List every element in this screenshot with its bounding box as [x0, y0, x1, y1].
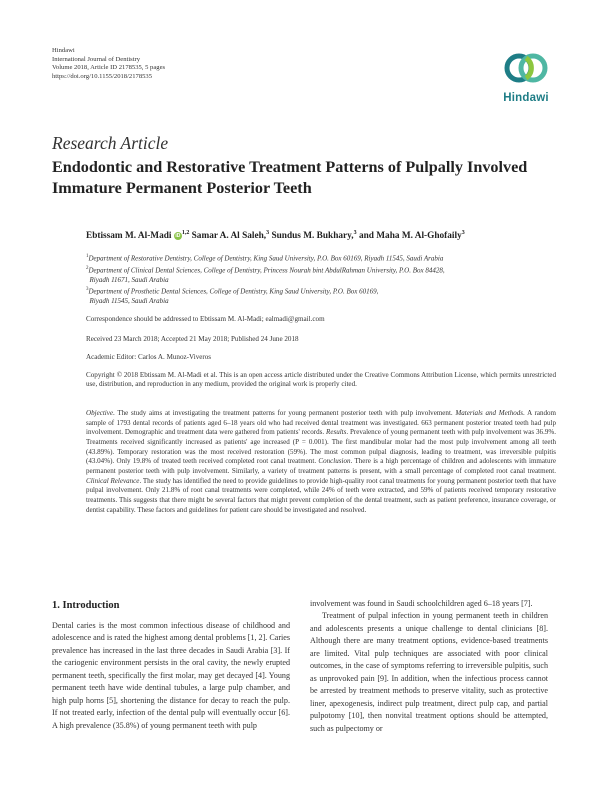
body-column-right: [310, 598, 548, 735]
paragraph: Dental caries is the most common infectious disease of childhood and adolescence and is rated the highest among dental problems [1, 2]. Caries prevalence has increased in the last three decades in Saudi Arabia [3]. If the cariogenic environment persists in the oral cavity, the newly erupted permanent teeth, specifically the first molar, may get decayed [4]. Young permanent teeth have wide dentinal tubules, a large pulp chamber, and high pulp horns [5], shortening the distance for decay to reach the pulp. If not treated early, infection of the dental pulp will eventually occur [6]. A high prevalence (35.8%) of young permanent teeth with pulp: [52, 621, 291, 730]
paragraph: Treatment of pulpal infection in young permanent teeth in children and adolescents presents a unique challenge to dental clinicians [8]. Although there are many treatment options, evidence-based treatments are limited. Vital pulp techniques are associated with poor clinical outcomes, in the case of symptoms referring to irreversible pulpitis, such as unprovoked pain [9]. In addition, when the infectious process cannot be arrested by treatment methods to preserve vitality, such as protective liner, apexogenesis, indirect pulp treatment, direct pulp cap, and partial pulpotomy [10], then nonvital treatment options should be attempted, such as pulpectomy or: [310, 611, 548, 733]
journal-name: International Journal of Dentistry: [52, 55, 141, 63]
affiliation: [86, 264, 566, 285]
abstract-label: Materials and Methods: [455, 409, 524, 417]
author-sup: 3: [353, 230, 357, 236]
affiliation-text: Department of Clinical Dental Sciences, College of Dentistry, Princess Nourah bint AbdulRahman University, P.O. Box 84428,: [88, 266, 445, 275]
author-sup: 3: [266, 230, 270, 236]
abstract-text: . Prevalence of young permanent teeth with pulp involvement was 36.9%. Treatments received significantly increased as patients' age increased (P = 0.001). The first mandibular molar had the most pulp involvement among all teeth (43.89%). Temporary restoration was the most received restoration (59%). The most common pulpal diagnosis, leading to treatment, was irreversible pulpitis (43.04%). Only 19.8% of treated teeth received completed root canal treatment.: [86, 428, 556, 466]
affiliation-text: Riyadh 11671, Saudi Arabia: [89, 275, 169, 284]
abstract-text: . There is a high percentage of children and adolescents with immature permanent posterior teeth with pulp involvement. Similarly, a variety of treatment patterns is present, with a small percentage of completed root canal treatment.: [86, 457, 556, 475]
abstract-label: Objective: [86, 409, 113, 417]
affiliation-num: 2: [86, 265, 89, 271]
article-dates: Received 23 March 2018; Accepted 21 May 2018; Published 24 June 2018: [86, 335, 299, 343]
author-name[interactable]: and Maha M. Al-Ghofaily: [358, 231, 462, 242]
orcid-icon[interactable]: iD: [175, 233, 181, 240]
affiliation: [86, 252, 566, 264]
article-type: Research Article: [52, 133, 169, 153]
abstract-text: . The study aims at investigating the treatment patterns for young permanent posterior teeth with pulp involvement.: [113, 409, 456, 417]
journal-volume: Volume 2018, Article ID 2178535, 5 pages: [52, 64, 166, 72]
affiliation: [86, 285, 566, 306]
author-list: [86, 230, 566, 241]
hindawi-logo-text: Hindawi: [503, 92, 549, 104]
affiliation-text: Department of Prosthetic Dental Sciences, College of Dentistry, King Saud University, P.O. Box 60169,: [88, 287, 379, 296]
author-sup: 3: [461, 230, 465, 236]
affiliation-num: 3: [86, 287, 89, 293]
section-heading: 1. Introduction: [52, 600, 120, 611]
affiliations: [86, 252, 566, 306]
abstract-text: . A random sample of 1793 dental records of patients aged 6–18 years old who had received dental treatment was investigated. 663 permanent posterior treated teeth had pulp involvement. Demographic and treatment data were gathered from patients' records.: [86, 409, 557, 437]
abstract-label: Results: [326, 428, 347, 437]
abstract-label: Conclusion: [318, 457, 351, 466]
academic-editor: Academic Editor: Carlos A. Munoz-Viveros: [86, 353, 212, 361]
journal-info: [52, 47, 165, 81]
article-title: Endodontic and Restorative Treatment Patterns of Pulpally Involved Immature Permanent Posterior Teeth: [52, 158, 528, 197]
copyright-notice: Copyright © 2018 Ebtissam M. Al-Madi et al. This is an open access article distributed under the Creative Commons Attribution License, which permits unrestricted use, distribution, and reproduction in any medium, provided the original work is properly cited.: [86, 371, 556, 389]
abstract: [86, 409, 556, 515]
abstract-text: . The study has identified the need to provide guidelines to provide high-quality root canal treatments for young permanent posterior teeth that have pulpal involvement. Only 21.8% of root canal treatments were completed, while 24% of teeth were extracted, and 59% of patients received temporary restorative treatments. This suggests that there might be several factors that might prevent completion of the dental treatment, such as patient preference, insurance coverage, or dentist capability. These factors and guidelines for patient care should be investigated and resolved.: [86, 476, 556, 514]
correspondence: Correspondence should be addressed to Ebtissam M. Al-Madi; ealmadi@gmail.com: [86, 315, 325, 323]
affiliation-text: Riyadh 11545, Saudi Arabia: [89, 296, 169, 305]
author-name[interactable]: Sundus M. Bukhary,: [271, 231, 354, 242]
author-name[interactable]: Ebtissam M. Al-Madi: [86, 231, 172, 242]
abstract-label: Clinical Relevance: [86, 476, 140, 485]
journal-doi[interactable]: https://doi.org/10.1155/2018/2178535: [52, 72, 153, 80]
body-column-left: [52, 620, 290, 732]
publisher-name: Hindawi: [52, 47, 75, 54]
affiliation-text: Department of Restorative Dentistry, College of Dentistry, King Saud University, P.O. Box 60169, Riyadh 11545, Saudi Arabia: [88, 254, 444, 263]
affiliation-num: 1: [86, 254, 89, 259]
author-sup: 1,2: [181, 230, 190, 236]
author-name[interactable]: Samar A. Al Saleh,: [191, 231, 267, 242]
paragraph: involvement was found in Saudi schoolchildren aged 6–18 years [7].: [310, 599, 533, 608]
